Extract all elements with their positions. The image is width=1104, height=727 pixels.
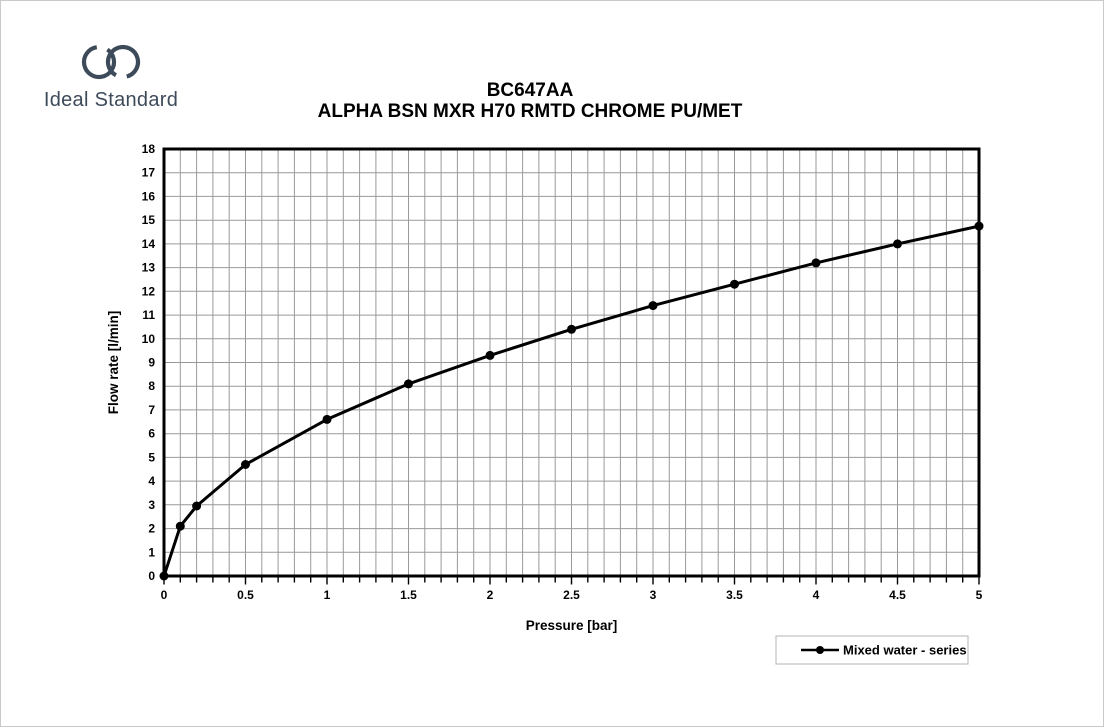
legend: [776, 636, 968, 664]
svg-text:8: 8: [148, 379, 155, 394]
gridlines: [164, 149, 979, 576]
svg-text:3: 3: [649, 588, 657, 602]
chart-title-code: BC647AA: [486, 80, 574, 101]
svg-text:12: 12: [141, 284, 155, 299]
svg-text:16: 16: [141, 189, 155, 204]
svg-text:2: 2: [148, 521, 155, 536]
x-axis-label: Pressure [bar]: [525, 618, 618, 633]
svg-text:17: 17: [141, 165, 155, 180]
svg-text:1.5: 1.5: [400, 588, 417, 602]
x-axis-tick-labels: [161, 588, 983, 602]
svg-text:0: 0: [148, 569, 155, 583]
svg-text:9: 9: [148, 355, 155, 370]
svg-text:5: 5: [148, 450, 155, 465]
svg-text:0: 0: [160, 588, 168, 602]
svg-text:2: 2: [486, 588, 494, 602]
y-axis-tick-labels: [142, 142, 156, 583]
svg-text:3: 3: [148, 497, 155, 512]
svg-text:1: 1: [323, 588, 331, 602]
svg-text:2.5: 2.5: [563, 588, 580, 602]
svg-text:14: 14: [141, 236, 155, 251]
legend-marker-sample: [816, 646, 824, 654]
svg-text:15: 15: [141, 213, 155, 228]
svg-text:5: 5: [975, 588, 983, 602]
logo-text: Ideal Standard: [43, 89, 179, 111]
svg-text:4.5: 4.5: [889, 588, 906, 602]
x-tick-marks: [164, 578, 979, 585]
svg-text:4: 4: [148, 474, 155, 489]
svg-text:7: 7: [148, 402, 155, 417]
svg-text:6: 6: [148, 426, 155, 441]
svg-text:0.5: 0.5: [237, 588, 254, 602]
legend-label: Mixed water - series: [843, 642, 967, 658]
svg-text:1: 1: [148, 545, 155, 560]
svg-text:10: 10: [141, 331, 155, 346]
y-axis-label: Flow rate [l/min]: [106, 310, 121, 415]
svg-text:4: 4: [812, 588, 820, 602]
flow-rate-chart: [1, 1, 1104, 727]
svg-text:13: 13: [141, 260, 155, 275]
svg-text:18: 18: [141, 142, 155, 156]
svg-text:3.5: 3.5: [726, 588, 743, 602]
chart-title-product: ALPHA BSN MXR H70 RMTD CHROME PU/MET: [317, 101, 743, 122]
svg-text:11: 11: [142, 308, 155, 323]
